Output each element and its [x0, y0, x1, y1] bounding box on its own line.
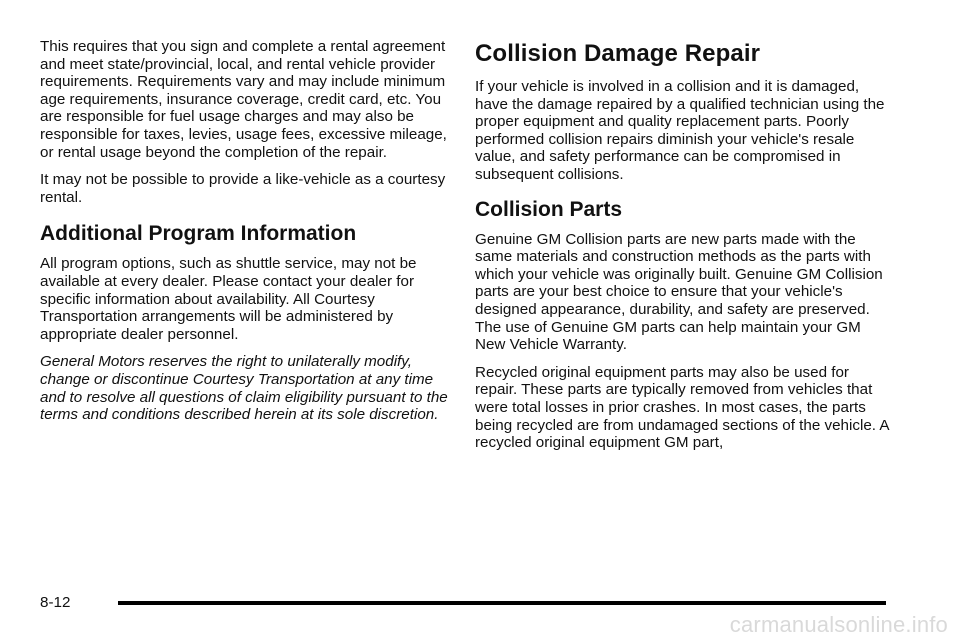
additional-program-heading: Additional Program Information [40, 222, 357, 246]
left-column [40, 38, 460, 434]
right-column [475, 38, 895, 462]
genuine-parts-paragraph: Genuine GM Collision parts are new parts made with the same materials and construction methods as the parts with which your vehicle was originally built. Genuine GM Collision parts are your best choice to ensure that your vehicle's designed appearance, durability, and safety are preserved. The use of Genuine GM parts can help maintain your GM New Vehicle Warranty. [475, 230, 883, 354]
gm-disclaimer-paragraph: General Motors reserves the right to unilaterally modify, change or discontinue Courtesy Transportation at any time and to resolve all questions of claim eligibility pursuant to the terms and conditions described herein at its sole discretion. [40, 353, 448, 424]
collision-parts-heading: Collision Parts [475, 197, 623, 221]
watermark: carmanualsonline.info [729, 612, 948, 637]
recycled-parts-paragraph: Recycled original equipment parts may also be used for repair. These parts are typically removed from vehicles that were total losses in prior crashes. In most cases, the parts being recycled are from undamaged sections of the vehicle. A recycled original equipment GM part, [475, 363, 889, 452]
program-options-paragraph: All program options, such as shuttle service, may not be available at every dealer. Please contact your dealer for specific information about availability. All Courtesy Transportation arrangements will be administered by appropriate dealer personnel. [40, 255, 417, 343]
like-vehicle-paragraph: It may not be possible to provide a like-vehicle as a courtesy rental. [40, 171, 446, 206]
rental-requirements-paragraph: This requires that you sign and complete a rental agreement and meet state/provincial, local, and rental vehicle provider requirements. Requirements vary and may include minimum age requirements, insurance coverage, credit card, etc. You are responsible for fuel usage charges and may also be responsible for taxes, levies, usage fees, excessive mileage, or rental usage beyond the completion of the repair. [40, 38, 447, 161]
page-number: 8-12 [40, 594, 71, 611]
collision-damage-paragraph: If your vehicle is involved in a collision and it is damaged, have the damage repaired by a qualified technician using the proper equipment and quality replacement parts. Poorly performed collision repairs diminish your vehicle's resale value, and safety performance can be compromised in subsequent collisions. [475, 78, 885, 183]
footer-rule [118, 601, 886, 605]
collision-damage-repair-heading: Collision Damage Repair [475, 40, 761, 67]
